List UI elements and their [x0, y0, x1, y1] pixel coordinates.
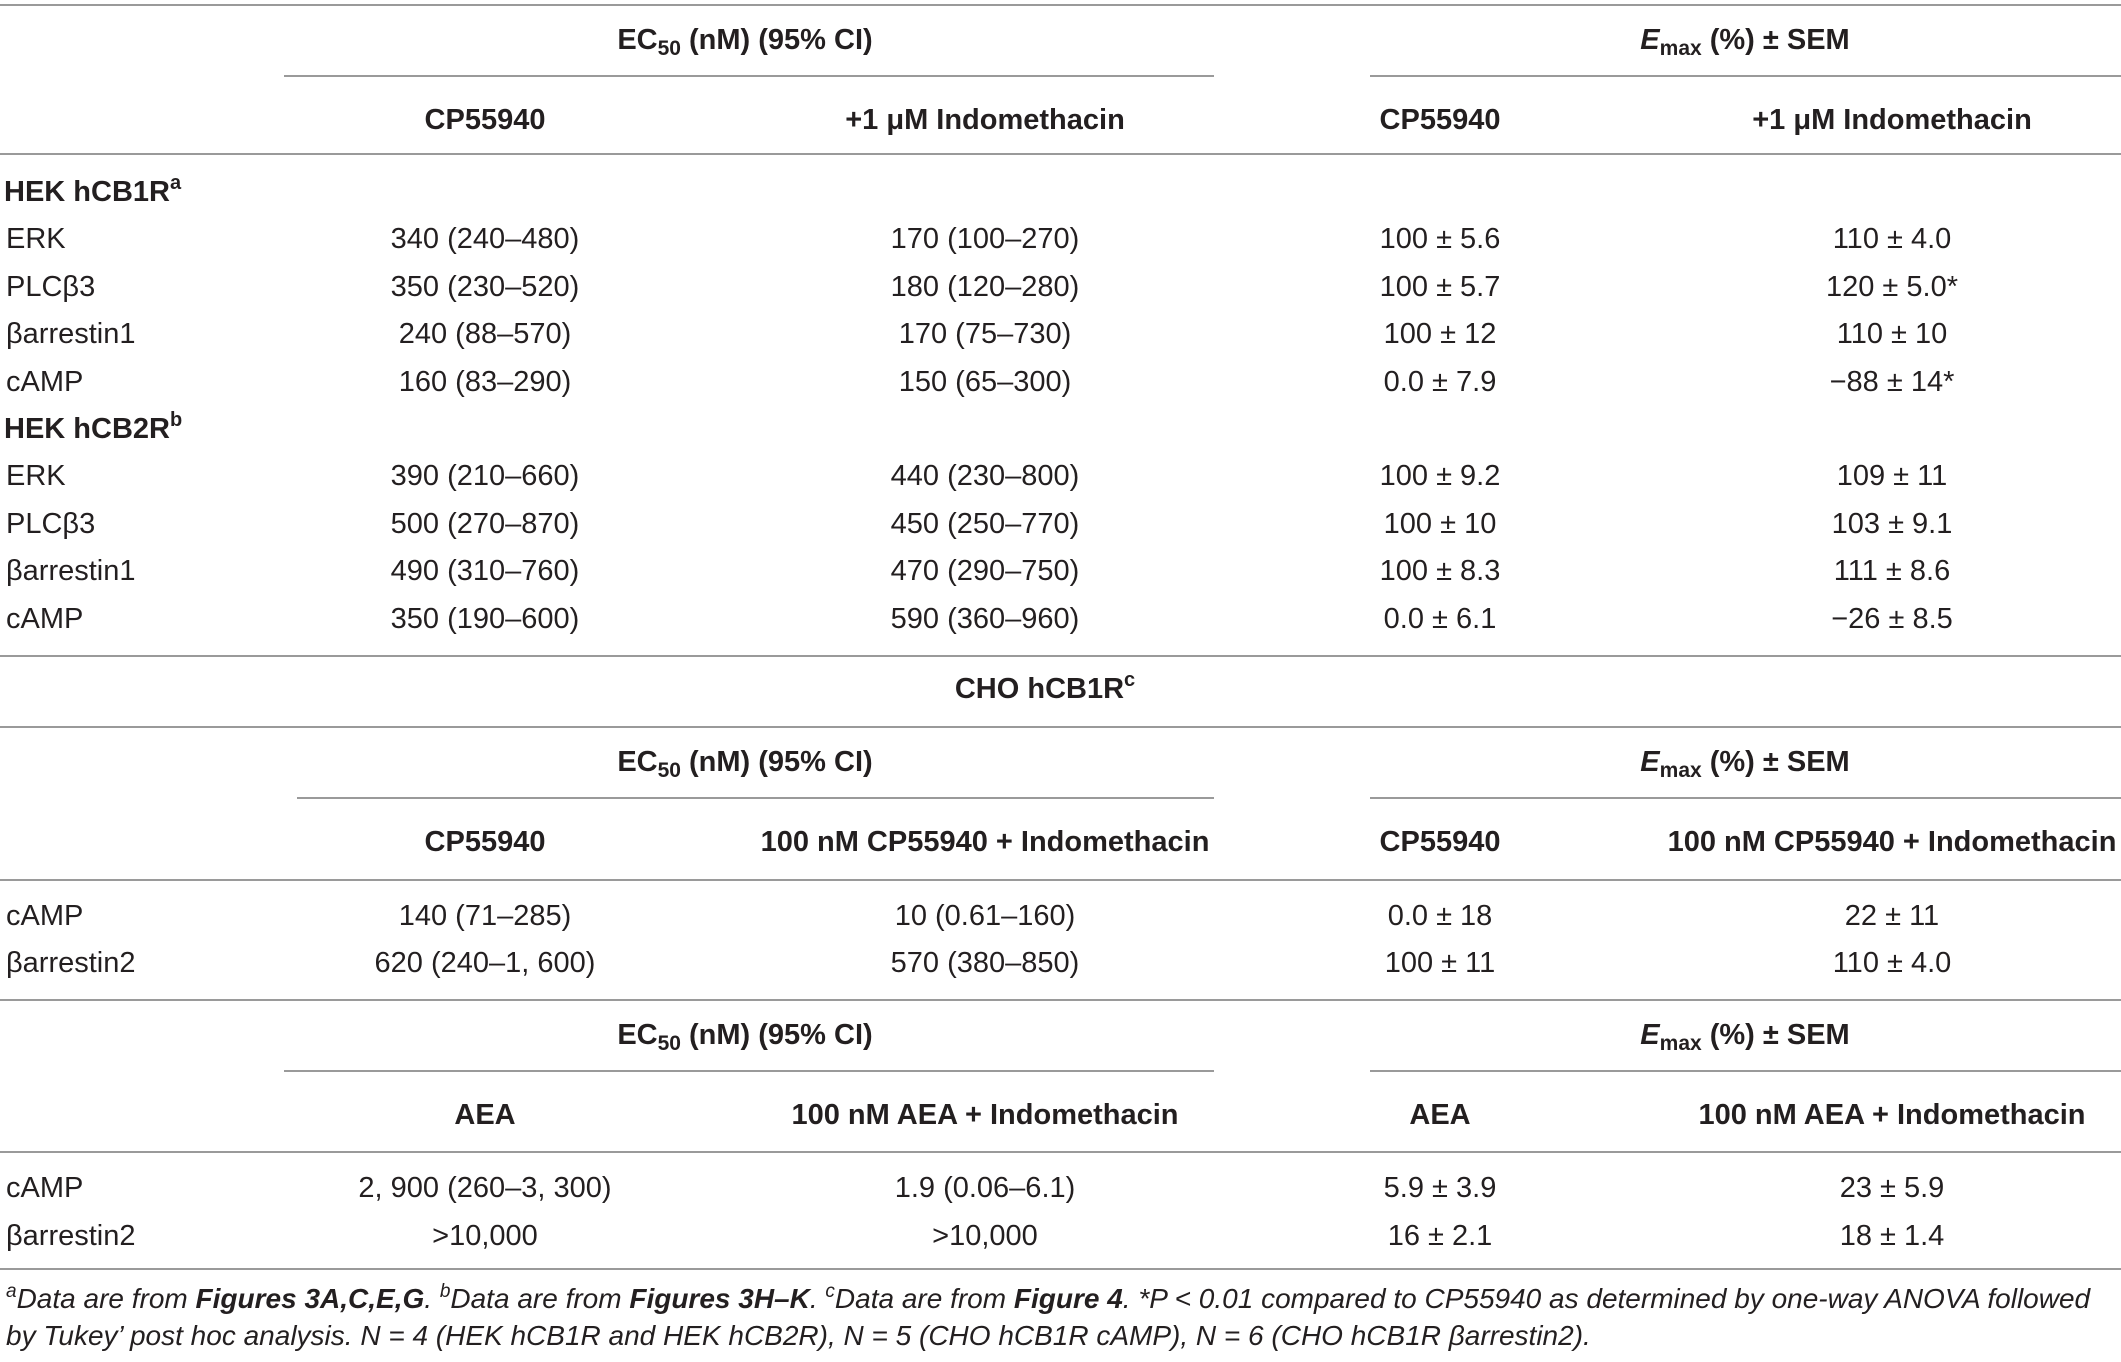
subgroup-footnote-marker: a [169, 172, 182, 194]
table-cell: 109 ± 11 [1836, 460, 1948, 492]
section-1-bottom-rule [0, 655, 2121, 657]
table-cell: 18 ± 1.4 [1839, 1220, 1945, 1252]
ec50-group-header [617, 23, 873, 60]
table-cell: 100 ± 10 [1383, 507, 1497, 540]
table-cell: 350 (230–520) [390, 270, 580, 303]
ec50-group-header-symbol: EC [617, 746, 658, 778]
column-header: AEA [454, 1099, 516, 1131]
row-label: ERK [6, 460, 66, 492]
table-cell: 111 ± 8.6 [1833, 555, 1951, 587]
table-cell: 0.0 ± 18 [1387, 900, 1493, 932]
table-cell: −26 ± 8.5 [1831, 602, 1953, 635]
row-label: cAMP [6, 1172, 84, 1204]
footnote-c-end: . [1122, 1283, 1139, 1314]
table-cell: 110 ± 4.0 [1832, 223, 1952, 255]
table-cell: 340 (240–480) [390, 223, 580, 255]
footnote-c-text: Data are from [834, 1283, 1014, 1314]
emax-group-header-symbol: E [1640, 746, 1660, 778]
row-label: cAMP [6, 602, 84, 635]
ec50-group-header [617, 1018, 873, 1055]
ec50-group-header-symbol: EC [617, 24, 658, 56]
section-title-marker: c [1124, 669, 1136, 691]
table-cell: 110 ± 4.0 [1832, 947, 1952, 979]
column-header: CP55940 [424, 826, 546, 858]
table-cell: 0.0 ± 6.1 [1383, 602, 1497, 635]
row-label: PLCβ3 [6, 270, 96, 303]
table-cell: 500 (270–870) [390, 507, 580, 540]
table-cell: 110 ± 10 [1836, 318, 1948, 350]
emax-group-rule [1370, 797, 2121, 799]
footnote-marker-b: b [439, 1281, 451, 1302]
emax-group-header [1640, 745, 1850, 782]
column-header: AEA [1409, 1099, 1471, 1131]
section-2-bottom-rule [0, 999, 2121, 1001]
emax-group-header-unit: (%) ± SEM [1701, 1019, 1850, 1051]
table-cell: 10 (0.61–160) [894, 900, 1076, 932]
table-cell: 140 (71–285) [398, 900, 572, 932]
table-cell: 170 (75–730) [898, 318, 1072, 350]
emax-group-rule [1370, 75, 2121, 77]
footnote-c-ref: Figure 4 [1013, 1283, 1123, 1314]
table-cell: 240 (88–570) [398, 318, 572, 350]
footnote-marker-a: a [6, 1281, 17, 1302]
column-header: 100 nM AEA + Indomethacin [1698, 1099, 2086, 1131]
column-header: 100 nM CP55940 + Indomethacin [1667, 826, 2117, 858]
emax-group-header-subscript: max [1659, 1032, 1702, 1055]
section-2-header-rule [0, 879, 2121, 881]
footnote-b-ref: Figures 3H–K [629, 1283, 810, 1314]
table-cell: −88 ± 14* [1829, 365, 1955, 398]
row-label: βarrestin2 [6, 1220, 136, 1252]
table-cell: 350 (190–600) [390, 602, 580, 635]
table-cell: 100 ± 9.2 [1379, 460, 1501, 492]
subgroup-label [4, 409, 183, 446]
table-cell: 440 (230–800) [890, 460, 1080, 492]
subgroup-footnote-marker: b [169, 409, 183, 431]
table-cell: 170 (100–270) [890, 223, 1080, 255]
section-3-header-rule [0, 1151, 2121, 1153]
table-cell: 450 (250–770) [890, 507, 1080, 540]
section-2-title-rule [0, 726, 2121, 728]
ec50-group-rule [284, 75, 1214, 77]
table-cell: >10,000 [932, 1220, 1038, 1252]
column-header: CP55940 [424, 104, 546, 136]
column-header: 100 nM CP55940 + Indomethacin [760, 826, 1210, 858]
table-cell: 100 ± 11 [1384, 947, 1496, 979]
emax-group-header-symbol: E [1640, 24, 1660, 56]
table-cell: 150 (65–300) [898, 365, 1072, 398]
emax-group-rule [1370, 1070, 2121, 1072]
table-cell: 103 ± 9.1 [1831, 507, 1953, 540]
footnote-b-text: Data are from [450, 1283, 630, 1314]
emax-group-header-subscript: max [1659, 37, 1702, 60]
column-header: CP55940 [1379, 826, 1501, 858]
table-cell: 22 ± 11 [1844, 900, 1940, 932]
table-cell: 390 (210–660) [390, 460, 580, 492]
row-label: βarrestin1 [6, 318, 136, 350]
ec50-group-header-subscript: 50 [657, 37, 681, 60]
ec50-group-header-subscript: 50 [657, 759, 681, 782]
table-cell: 160 (83–290) [398, 365, 572, 398]
emax-group-header [1640, 23, 1850, 60]
column-header: CP55940 [1379, 104, 1501, 136]
footnote-a-text: Data are from [16, 1283, 196, 1314]
emax-group-header-unit: (%) ± SEM [1701, 24, 1850, 56]
table-cell: 16 ± 2.1 [1387, 1220, 1493, 1252]
table-cell: >10,000 [432, 1220, 538, 1252]
footnote-rest: *P < 0.01 compared to CP55940 as determined by one-way ANOVA followed by Tukey’ post hoc analysis. N = 4 (HEK hCB1R and HEK hCB2R), N = 5 (CHO hCB1R cAMP), N = 6 (CHO hCB1R βarrestin2). [6, 1283, 2091, 1351]
subgroup-label [4, 172, 182, 209]
column-header: +1 μM Indomethacin [845, 104, 1125, 136]
table-bottom-rule [0, 1268, 2121, 1270]
column-header: +1 μM Indomethacin [1752, 104, 2032, 136]
section-title [954, 669, 1136, 706]
table-cell: 100 ± 12 [1383, 318, 1497, 350]
column-header: 100 nM AEA + Indomethacin [791, 1099, 1179, 1131]
emax-group-header-unit: (%) ± SEM [1701, 746, 1850, 778]
row-label: ERK [6, 223, 66, 255]
ec50-group-rule [284, 1070, 1214, 1072]
table-cell: 100 ± 8.3 [1379, 555, 1501, 587]
table-cell: 1.9 (0.06–6.1) [894, 1172, 1076, 1204]
section-1-header-rule [0, 153, 2121, 155]
table-cell: 2, 900 (260–3, 300) [358, 1172, 612, 1204]
table-cell: 120 ± 5.0* [1825, 270, 1959, 303]
emax-group-header-subscript: max [1659, 759, 1702, 782]
ec50-group-header [617, 745, 873, 782]
subgroup-name: HEK hCB2R [4, 413, 170, 445]
footnote-marker-c: c [825, 1281, 835, 1302]
emax-group-header [1640, 1018, 1850, 1055]
row-label: PLCβ3 [6, 507, 96, 540]
table-cell: 620 (240–1, 600) [374, 947, 596, 979]
row-label: cAMP [6, 900, 84, 932]
table-cell: 23 ± 5.9 [1839, 1172, 1945, 1204]
table-cell: 590 (360–960) [890, 602, 1080, 635]
row-label: βarrestin2 [6, 947, 136, 979]
table-cell: 100 ± 5.7 [1379, 270, 1501, 303]
ec50-group-rule [297, 797, 1214, 799]
ec50-group-header-unit: (nM) (95% CI) [680, 746, 873, 778]
table-top-rule [0, 4, 2121, 6]
row-label: cAMP [6, 365, 84, 398]
table-cell: 5.9 ± 3.9 [1383, 1172, 1497, 1204]
ec50-group-header-subscript: 50 [657, 1032, 681, 1055]
row-label: βarrestin1 [6, 555, 136, 587]
table-cell: 490 (310–760) [390, 555, 580, 587]
subgroup-name: HEK hCB1R [4, 176, 170, 208]
footnote-b-end: . [809, 1283, 826, 1314]
emax-group-header-symbol: E [1640, 1019, 1660, 1051]
ec50-group-header-symbol: EC [617, 1019, 658, 1051]
table-footnote [6, 1280, 2116, 1354]
ec50-group-header-unit: (nM) (95% CI) [680, 1019, 873, 1051]
table-cell: 100 ± 5.6 [1379, 223, 1501, 255]
table-cell: 0.0 ± 7.9 [1383, 365, 1497, 398]
section-title-text: CHO hCB1R [954, 673, 1125, 705]
footnote-a-end: . [424, 1283, 440, 1314]
ec50-group-header-unit: (nM) (95% CI) [680, 24, 873, 56]
table-cell: 570 (380–850) [890, 947, 1080, 979]
table-cell: 180 (120–280) [890, 270, 1080, 303]
table-cell: 470 (290–750) [890, 555, 1080, 587]
footnote-a-ref: Figures 3A,C,E,G [195, 1283, 425, 1314]
